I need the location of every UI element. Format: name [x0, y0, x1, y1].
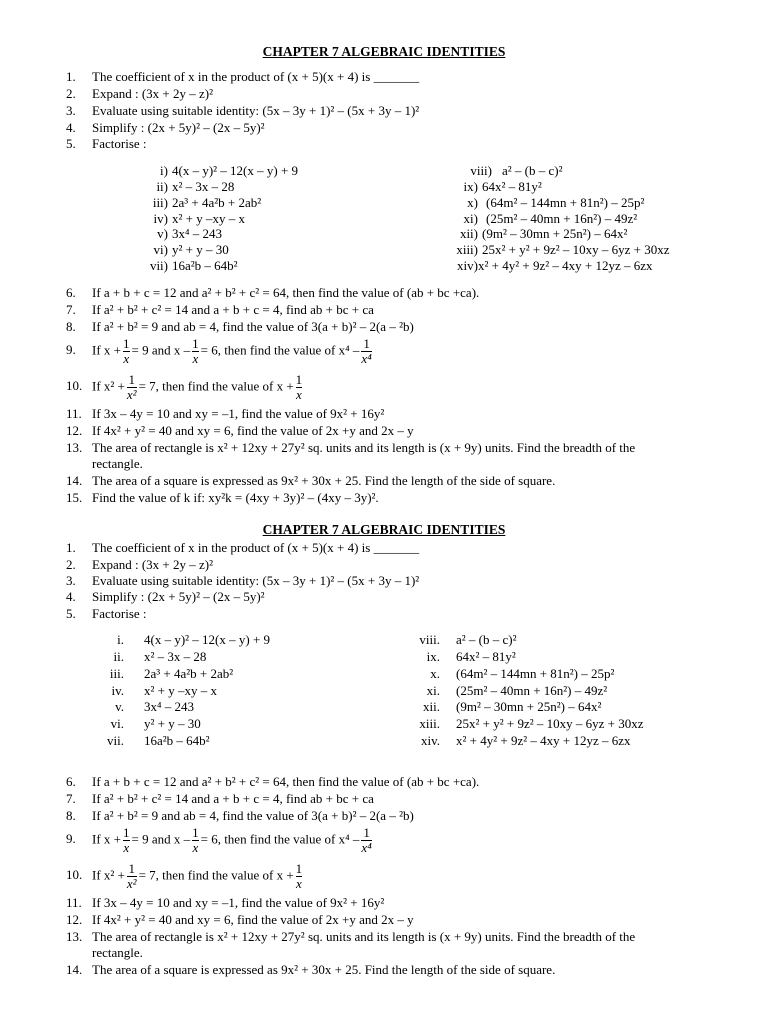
question-14: 14. The area of a square is expressed as 9x² + 30x + 25. Find the length of the side of square. [66, 473, 556, 488]
factor-item: v. 3x⁴ – 243 [115, 699, 195, 714]
factor-item: ii. x² – 3x – 28 [113, 649, 207, 664]
question-5: 5. Factorise : [66, 606, 147, 621]
fraction: $\frac{1}{\text{x²}}$ [126, 372, 137, 402]
fraction: $\frac{1}{\text{x²}}$ [126, 861, 137, 891]
fraction: $\frac{1}{x}$ [192, 336, 199, 366]
question-9: 9. If x + $\frac{1}{x}$ = 9 and x – $\frac{1}{x}$ = 6, then find the value of x⁴ – $\frac{1}{\text{x⁴}}$ [66, 825, 372, 855]
question-4: 4. Simplify : (2x + 5y)² – (2x – 5y)² [66, 120, 265, 135]
factor-item: xii. (9m² – 30mn + 25n²) – 64x² [423, 699, 602, 714]
factor-item: xiii. 25x² + y² + 9z² – 10xy – 6yz + 30xz [419, 716, 644, 731]
question-13: 13. The area of rectangle is x² + 12xy + 27y² sq. units and its length is (x + 9y) units. Find the breadth of the [66, 929, 636, 944]
question-11: 11. If 3x – 4y = 10 and xy = –1, find the value of 9x² + 16y² [66, 406, 385, 421]
question-2: 2. Expand : (3x + 2y – z)² [66, 86, 213, 101]
question-13-continued: rectangle. [92, 945, 143, 960]
factor-item: xi. (25m² – 40mn + 16n²) – 49z² [426, 683, 608, 698]
page-title: CHAPTER 7 ALGEBRAIC IDENTITIES [262, 522, 506, 537]
question-8: 8. If a² + b² = 9 and ab = 4, find the value of 3(a + b)² – 2(a – ²b) [66, 319, 414, 334]
question-13: 13. The area of rectangle is x² + 12xy + 27y² sq. units and its length is (x + 9y) units. Find the breadth of the [66, 440, 636, 455]
factor-item: ii) x² – 3x – 28 [156, 179, 235, 194]
question-6: 6. If a + b + c = 12 and a² + b² + c² = 64, then find the value of (ab + bc +ca). [66, 774, 480, 789]
page-title: CHAPTER 7 ALGEBRAIC IDENTITIES [262, 44, 506, 59]
question-1: 1. The coefficient of x in the product of (x + 5)(x + 4) is _______ [66, 69, 420, 84]
factor-item: v) 3x⁴ – 243 [157, 226, 223, 241]
question-6: 6. If a + b + c = 12 and a² + b² + c² = 64, then find the value of (ab + bc +ca). [66, 285, 480, 300]
fraction: $\frac{1}{\text{x⁴}}$ [361, 825, 372, 855]
factor-item: vii. 16a²b – 64b² [107, 733, 210, 748]
fraction: $\frac{1}{x}$ [123, 336, 130, 366]
fraction: $\frac{1}{x}$ [123, 825, 130, 855]
question-7: 7. If a² + b² + c² = 14 and a + b + c = 4, find ab + bc + ca [66, 791, 374, 806]
fraction: $\frac{1}{x}$ [192, 825, 199, 855]
factor-item: vi) y² + y – 30 [153, 242, 229, 257]
question-7: 7. If a² + b² + c² = 14 and a + b + c = 4, find ab + bc + ca [66, 302, 374, 317]
factor-item: i. 4(x – y)² – 12(x – y) + 9 [117, 632, 271, 647]
question-9: 9. If x + $\frac{1}{x}$ = 9 and x – $\frac{1}{x}$ = 6, then find the value of x⁴ – $\frac{1}{\text{x⁴}}$ [66, 336, 372, 366]
question-8: 8. If a² + b² = 9 and ab = 4, find the value of 3(a + b)² – 2(a – ²b) [66, 808, 414, 823]
question-14: 14. The area of a square is expressed as 9x² + 30x + 25. Find the length of the side of square. [66, 962, 556, 977]
question-15: 15. Find the value of k if: xy²k = (4xy + 3y)² – (4xy – 3y)². [66, 490, 379, 505]
question-3: 3. Evaluate using suitable identity: (5x – 3y + 1)² – (5x + 3y – 1)² [66, 573, 420, 588]
question-11: 11. If 3x – 4y = 10 and xy = –1, find the value of 9x² + 16y² [66, 895, 385, 910]
factor-item: x. (64m² – 144mn + 81n²) – 25p² [430, 666, 615, 681]
factor-item: iii) 2a³ + 4a²b + 2ab² [152, 195, 262, 210]
factor-item: ix. 64x² – 81y² [426, 649, 516, 664]
factor-item: i) 4(x – y)² – 12(x – y) + 9 [160, 163, 299, 178]
factor-item: viii. a² – (b – c)² [419, 632, 517, 647]
question-12: 12. If 4x² + y² = 40 and xy = 6, find the value of 2x +y and 2x – y [66, 423, 414, 438]
factor-item: xiv)x² + 4y² + 9z² – 4xy + 12yz – 6zx [457, 258, 653, 273]
question-5: 5. Factorise : [66, 136, 147, 151]
question-13-continued: rectangle. [92, 456, 143, 471]
question-2: 2. Expand : (3x + 2y – z)² [66, 557, 213, 572]
question-1: 1. The coefficient of x in the product of (x + 5)(x + 4) is _______ [66, 540, 420, 555]
fraction: $\frac{1}{x}$ [295, 372, 303, 402]
factor-item: iv. x² + y –xy – x [111, 683, 217, 698]
fraction: $\frac{1}{x}$ [295, 861, 303, 891]
question-4: 4. Simplify : (2x + 5y)² – (2x – 5y)² [66, 589, 265, 604]
fraction: $\frac{1}{\text{x⁴}}$ [361, 336, 372, 366]
question-10: 10. If x² + $\frac{1}{\text{x²}}$ = 7, then find the value of x + $\frac{1}{x}$ [66, 372, 303, 402]
factor-item: viii) a² – (b – c)² [470, 163, 563, 178]
factor-item: ix) 64x² – 81y² [463, 179, 542, 194]
factor-item: iii. 2a³ + 4a²b + 2ab² [109, 666, 234, 681]
question-10: 10. If x² + $\frac{1}{\text{x²}}$ = 7, then find the value of x + $\frac{1}{x}$ [66, 861, 303, 891]
factor-item: xiii) 25x² + y² + 9z² – 10xy – 6yz + 30xz [456, 242, 670, 257]
question-3: 3. Evaluate using suitable identity: (5x – 3y + 1)² – (5x + 3y – 1)² [66, 103, 420, 118]
factor-item: xiv. x² + 4y² + 9z² – 4xy + 12yz – 6zx [420, 733, 631, 748]
factor-item: x) (64m² – 144mn + 81n²) – 25p² [467, 195, 645, 210]
factor-item: xi) (25m² – 40mn + 16n²) – 49z² [463, 211, 638, 226]
factor-item: vi. y² + y – 30 [110, 716, 201, 731]
factor-item: xii) (9m² – 30mn + 25n²) – 64x² [459, 226, 628, 241]
factor-item: iv) x² + y –xy – x [153, 211, 245, 226]
factor-item: vii) 16a²b – 64b² [149, 258, 238, 273]
question-12: 12. If 4x² + y² = 40 and xy = 6, find the value of 2x +y and 2x – y [66, 912, 414, 927]
